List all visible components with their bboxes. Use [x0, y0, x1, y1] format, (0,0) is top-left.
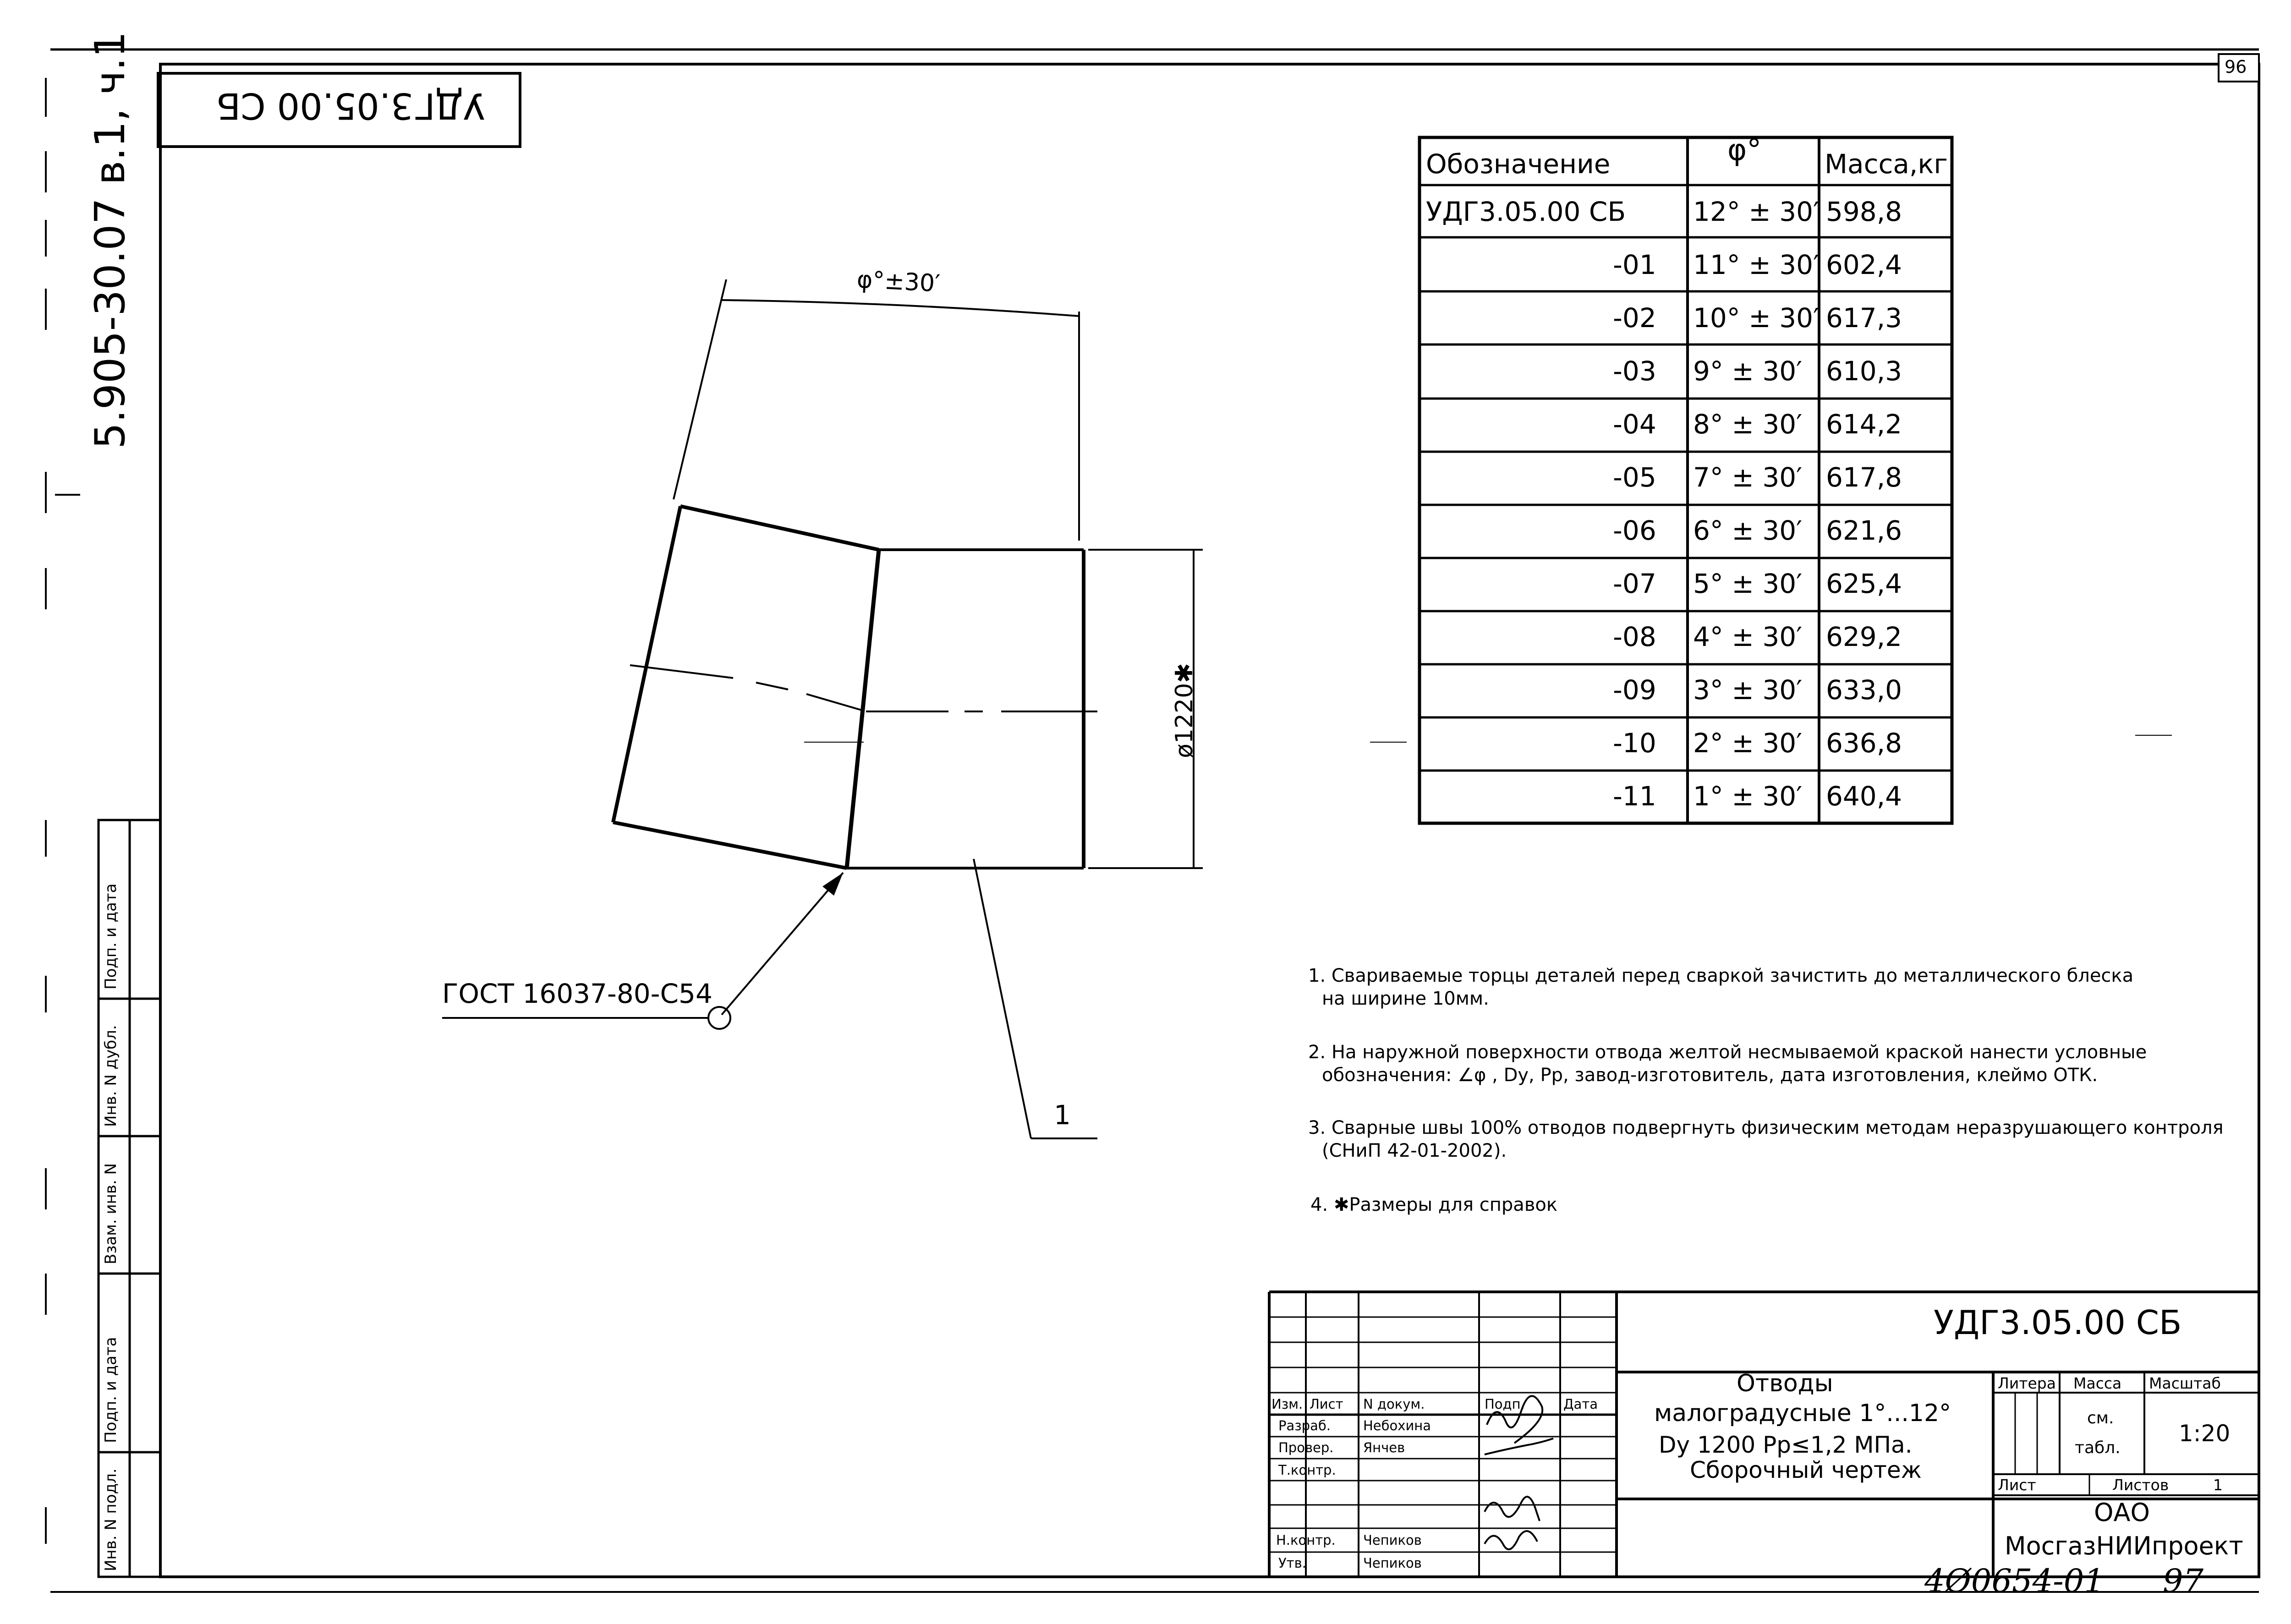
angle-dimension: φ°±30′ [856, 266, 941, 298]
note-3-cont: (СНиП 42-01-2002). [1322, 1140, 1507, 1161]
table-cell-designation: -03 [1613, 355, 1656, 387]
stamp-label-2: Инв. N дубл. [102, 1025, 120, 1127]
name-norm-control: Чепиков [1363, 1532, 1422, 1548]
role-approver: Утв. [1278, 1555, 1306, 1571]
col-header-sign: Подп. [1485, 1396, 1525, 1412]
org-line-2: МосгазНИИпроект [2005, 1531, 2243, 1560]
table-header-angle: φ° [1727, 133, 1762, 167]
note-3: 3. Сварные швы 100% отводов подвергнуть физическим методам неразрушающего контроля [1308, 1117, 2224, 1138]
table-cell-angle: 8° ± 30′ [1693, 409, 1803, 440]
note-1: 1. Свариваемые торцы деталей перед сваркой зачистить до металлического блеска [1308, 965, 2134, 986]
sheets-label: Листов [2112, 1476, 2169, 1494]
title-line-4: Сборочный чертеж [1690, 1457, 1922, 1483]
table-cell-mass: 621,6 [1826, 515, 1902, 546]
col-header-list: Лист [1310, 1396, 1343, 1412]
elbow-geometry [442, 279, 2172, 1138]
note-4: 4. ✱Размеры для справок [1310, 1194, 1558, 1215]
title-line-1: Отводы [1737, 1370, 1833, 1397]
table-cell-mass: 614,2 [1826, 409, 1902, 440]
mass-value-1: см. [2087, 1409, 2114, 1427]
table-cell-mass: 636,8 [1826, 727, 1902, 759]
table-cell-designation: -06 [1613, 515, 1656, 546]
item-number: 1 [1054, 1099, 1071, 1131]
table-cell-angle: 2° ± 30′ [1693, 727, 1803, 759]
name-approver: Чепиков [1363, 1555, 1422, 1571]
mass-value-2: табл. [2075, 1438, 2121, 1457]
table-cell-designation: -07 [1613, 568, 1656, 599]
table-cell-designation: -08 [1613, 621, 1656, 652]
handwritten-archive-number: 4Ø0654-01 [1924, 1562, 2105, 1600]
rotated-code: УДГ3.05.00 СБ [216, 85, 485, 126]
table-cell-angle: 4° ± 30′ [1693, 621, 1803, 652]
litera-label: Литера [1998, 1374, 2056, 1392]
table-cell-designation: -02 [1613, 302, 1656, 334]
stamp-label-1: Подп. и дата [102, 883, 120, 990]
handwritten-page-number: 97 [2163, 1562, 2204, 1600]
side-series-label: 5.905-30.07 в.1, ч.1 [86, 31, 134, 449]
table-header-mass: Масса,кг [1825, 148, 1948, 180]
scale-label: Масштаб [2149, 1374, 2221, 1392]
stamp-label-5: Инв. N подл. [102, 1468, 120, 1571]
table-cell-mass: 633,0 [1826, 674, 1902, 705]
table-cell-angle: 11° ± 30′ [1693, 249, 1820, 280]
note-1-cont: на ширине 10мм. [1322, 988, 1489, 1009]
diameter-dimension: ø1220✱ [1171, 663, 1198, 758]
role-norm-control: Н.контр. [1276, 1532, 1336, 1548]
mass-label: Масса [2073, 1374, 2122, 1392]
col-header-date: Дата [1563, 1396, 1598, 1412]
note-2-cont: обозначения: ∠φ , Dy, Pp, завод-изготовитель, дата изготовления, клеймо ОТК. [1322, 1065, 2098, 1086]
left-margin-ticks [46, 78, 80, 1544]
table-cell-designation: -11 [1613, 781, 1656, 812]
org-line-1: ОАО [2094, 1498, 2150, 1527]
signature-marks [1485, 1396, 1553, 1549]
table-cell-designation: -01 [1613, 249, 1656, 280]
sheet-label: Лист [1998, 1476, 2036, 1494]
title-line-2: малоградусные 1°...12° [1654, 1400, 1951, 1427]
table-cell-angle: 6° ± 30′ [1693, 515, 1803, 546]
page-corner-number: 96 [2225, 57, 2247, 77]
table-cell-angle: 10° ± 30′ [1693, 302, 1820, 334]
table-cell-designation: -05 [1613, 462, 1656, 493]
table-header-designation: Обозначение [1426, 148, 1611, 180]
table-cell-angle: 1° ± 30′ [1693, 781, 1803, 812]
stamp-label-3: Взам. инв. N [102, 1163, 120, 1264]
role-developer: Разраб. [1278, 1418, 1331, 1433]
sheets-value: 1 [2213, 1476, 2223, 1494]
table-cell-angle: 12° ± 30′ [1693, 196, 1820, 227]
title-block-code: УДГ3.05.00 СБ [1934, 1303, 2182, 1342]
table-cell-angle: 5° ± 30′ [1693, 568, 1803, 599]
scale-value: 1:20 [2179, 1420, 2231, 1447]
table-cell-mass: 625,4 [1826, 568, 1902, 599]
table-cell-mass: 598,8 [1826, 196, 1902, 227]
table-cell-angle: 3° ± 30′ [1693, 674, 1803, 705]
table-cell-designation: -09 [1613, 674, 1656, 705]
stamp-label-4: Подп. и дата [102, 1337, 120, 1443]
table-cell-mass: 617,8 [1826, 462, 1902, 493]
col-header-doc: N докум. [1363, 1396, 1425, 1412]
table-cell-designation: -10 [1613, 727, 1656, 759]
role-tech-control: Т.контр. [1278, 1462, 1336, 1478]
table-cell-mass: 629,2 [1826, 621, 1902, 652]
title-line-3: Dy 1200 Pp≤1,2 МПа. [1659, 1432, 1913, 1458]
role-checker: Провер. [1278, 1440, 1334, 1455]
table-cell-angle: 9° ± 30′ [1693, 355, 1803, 387]
table-cell-mass: 617,3 [1826, 302, 1902, 334]
gost-weld-label: ГОСТ 16037-80-С54 [442, 978, 713, 1009]
name-checker: Янчев [1363, 1440, 1405, 1455]
table-cell-mass: 602,4 [1826, 249, 1902, 280]
table-cell-mass: 640,4 [1826, 781, 1902, 812]
table-cell-mass: 610,3 [1826, 355, 1902, 387]
col-header-izm: Изм. [1272, 1396, 1303, 1412]
note-2: 2. На наружной поверхности отвода желтой несмываемой краской нанести условные [1308, 1042, 2147, 1063]
table-cell-designation: УДГ3.05.00 СБ [1426, 196, 1626, 227]
table-cell-designation: -04 [1613, 409, 1656, 440]
name-developer: Небохина [1363, 1418, 1431, 1433]
table-cell-angle: 7° ± 30′ [1693, 462, 1803, 493]
